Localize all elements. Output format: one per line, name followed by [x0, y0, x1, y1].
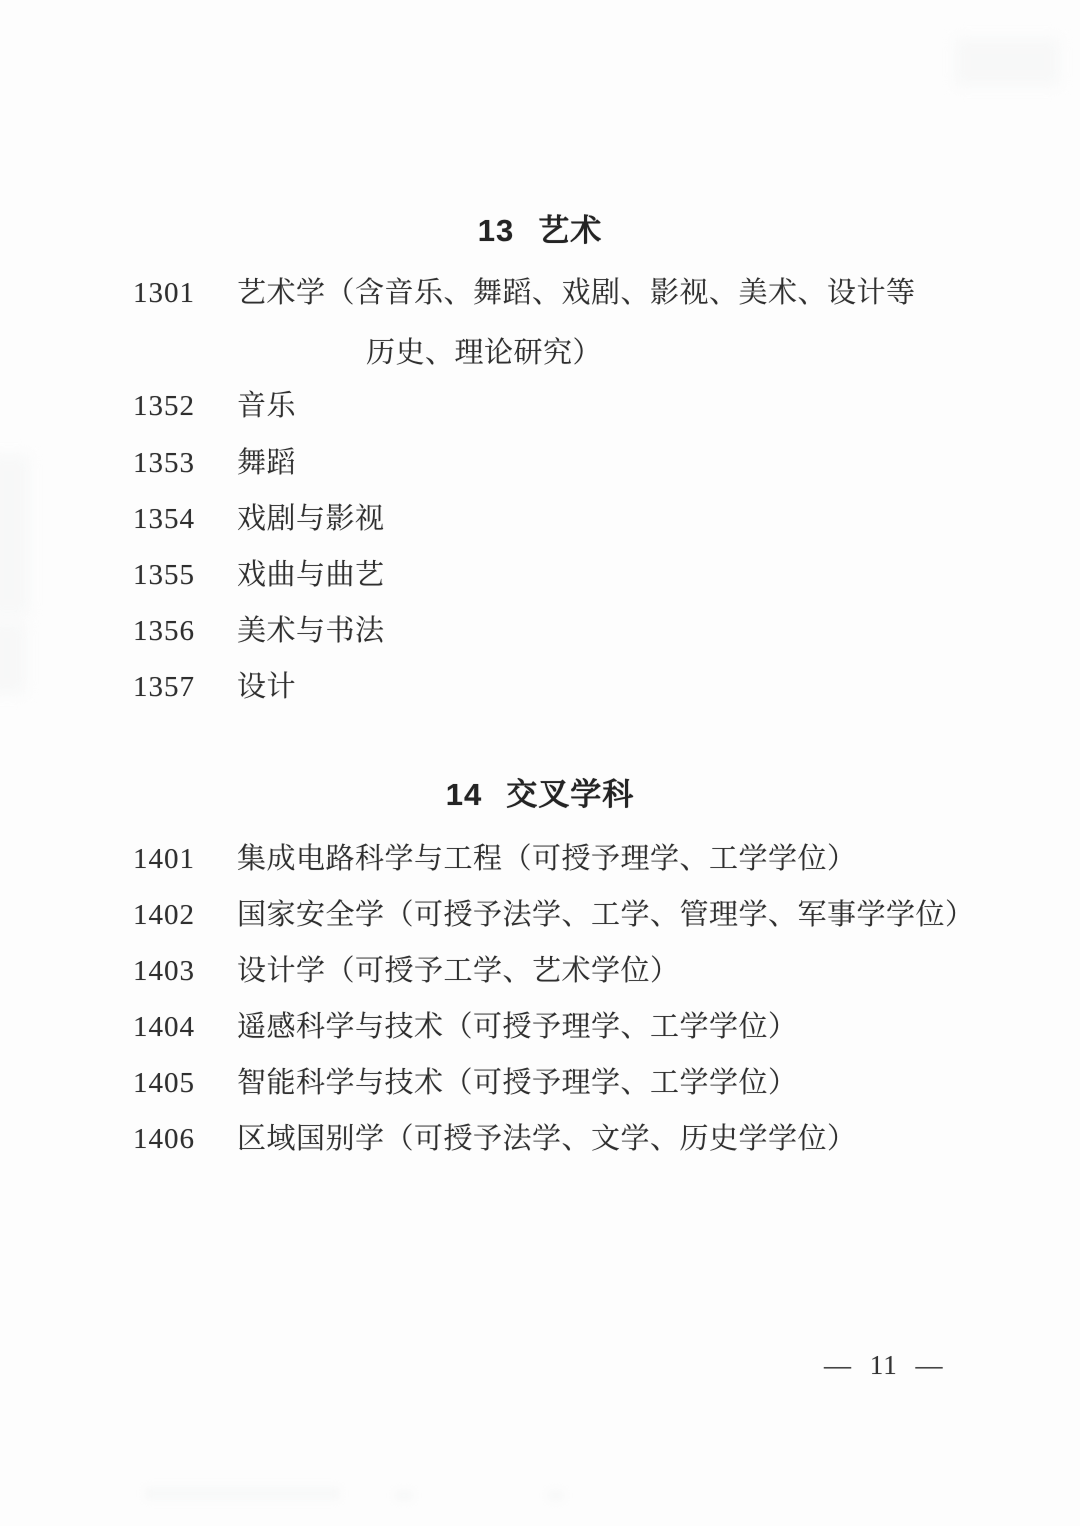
entry-code: 1357: [133, 671, 195, 703]
entry-label: 设计: [237, 671, 297, 703]
entry-row-1354: [133, 503, 385, 536]
entry-code: 1401: [133, 843, 195, 875]
entry-code: 1355: [133, 559, 195, 591]
section-14-heading: [0, 778, 1080, 812]
scan-artifact: [145, 1487, 340, 1500]
entry-code: 1356: [133, 615, 195, 647]
entry-code: 1402: [133, 899, 195, 931]
entry-row-1352: [133, 390, 296, 423]
entry-label: 舞蹈: [237, 447, 297, 479]
entry-label: 音乐: [237, 390, 297, 422]
entry-code: 1301: [133, 277, 195, 309]
section-13-heading: [0, 214, 1080, 248]
entry-code: 1404: [133, 1011, 195, 1043]
entry-label: 美术与书法: [237, 615, 385, 647]
scan-artifact: [955, 38, 1060, 86]
entry-code: 1403: [133, 955, 195, 987]
entry-row-1405: [133, 1067, 798, 1100]
entry-row-1301: [133, 277, 916, 310]
entry-row-1403: [133, 955, 680, 988]
page-number: — 11 —: [824, 1350, 944, 1380]
entry-code: 1406: [133, 1123, 195, 1155]
entry-code: 1405: [133, 1067, 195, 1099]
entry-label-continuation-1301: 历史、理论研究）: [366, 337, 603, 369]
entry-label: 国家安全学（可授予法学、工学、管理学、军事学学位）: [237, 899, 975, 931]
section-13-title: 艺术: [538, 213, 603, 248]
scan-artifact: [0, 455, 30, 615]
entry-label: 智能科学与技术（可授予理学、工学学位）: [237, 1067, 798, 1099]
entry-label: 艺术学（含音乐、舞蹈、戏剧、影视、美术、设计等: [237, 277, 916, 309]
entry-label: 遥感科学与技术（可授予理学、工学学位）: [237, 1011, 798, 1043]
entry-row-1356: [133, 615, 385, 648]
scan-artifact: [395, 1490, 413, 1501]
entry-row-1357: [133, 671, 296, 704]
entry-label: 设计学（可授予工学、艺术学位）: [237, 955, 680, 987]
entry-row-1355: [133, 559, 385, 592]
entry-row-1406: [133, 1123, 857, 1156]
entry-label: 戏剧与影视: [237, 503, 385, 535]
entry-row-1401: [133, 843, 857, 876]
entry-row-1404: [133, 1011, 798, 1044]
scan-artifact: [0, 622, 26, 694]
entry-row-1353: [133, 447, 296, 480]
entry-label: 区域国别学（可授予法学、文学、历史学学位）: [237, 1123, 857, 1155]
entry-label: 集成电路科学与工程（可授予理学、工学学位）: [237, 843, 857, 875]
entry-code: 1352: [133, 390, 195, 422]
entry-row-1402: [133, 899, 975, 932]
entry-code: 1353: [133, 447, 195, 479]
scan-artifact: [548, 1490, 564, 1501]
entry-label: 戏曲与曲艺: [237, 559, 385, 591]
section-14-title: 交叉学科: [506, 777, 635, 812]
section-13-number: 13: [477, 213, 515, 248]
section-14-number: 14: [445, 777, 483, 812]
entry-code: 1354: [133, 503, 195, 535]
